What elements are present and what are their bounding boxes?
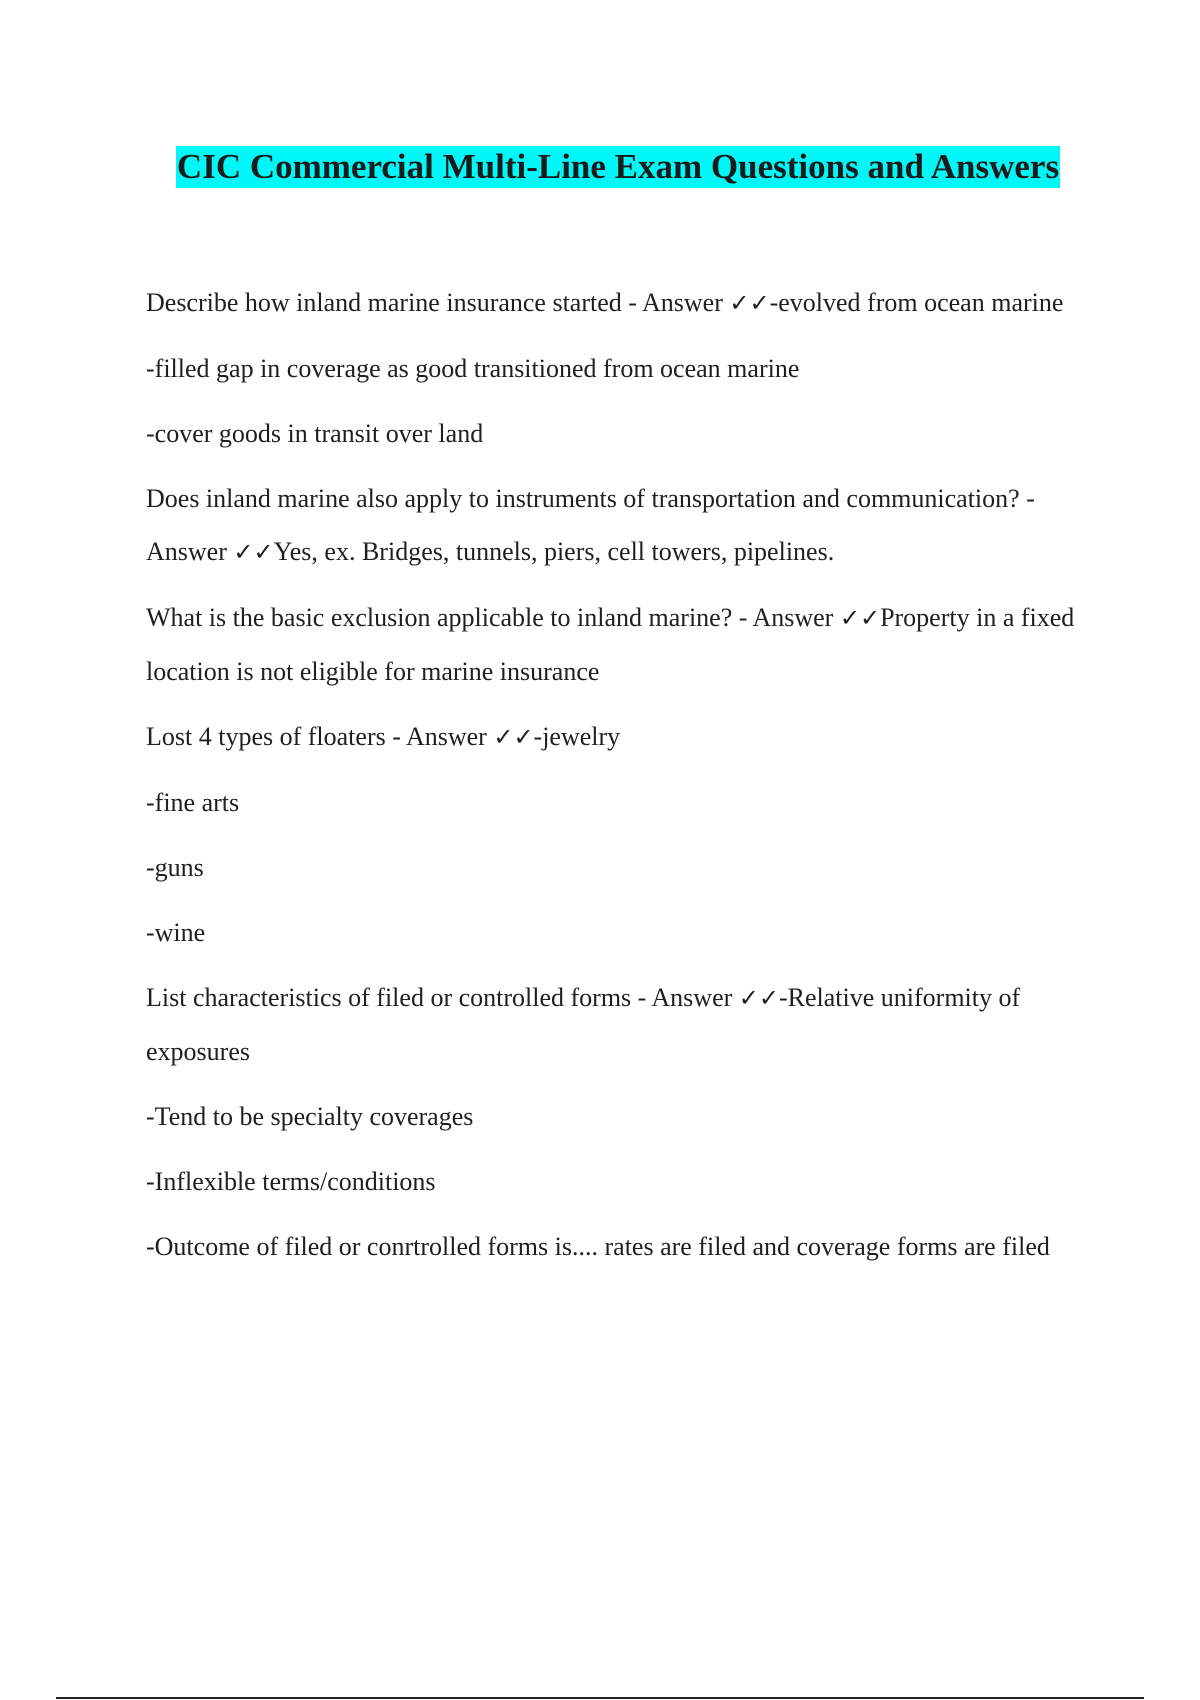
answer-text: -jewelry	[533, 722, 621, 751]
answer-line: -Inflexible terms/conditions	[146, 1167, 436, 1196]
qa-paragraph	[146, 276, 1086, 330]
title-wrap	[0, 146, 1200, 188]
page-bottom-rule	[56, 1697, 1144, 1699]
document-body	[146, 276, 1086, 1273]
answer-line: -fine arts	[146, 788, 240, 817]
question-text: Describe how inland marine insurance started	[146, 288, 622, 317]
answer-line: -wine	[146, 918, 206, 947]
qa-paragraph	[146, 710, 1086, 764]
answer-line: -Tend to be specialty coverages	[146, 1102, 474, 1131]
question-text: Lost 4 types of floaters	[146, 722, 386, 751]
answer-line: -Outcome of filed or conrtrolled forms is.... rates are filed and coverage forms are filed	[146, 1232, 1050, 1261]
document-title: CIC Commercial Multi-Line Exam Questions and Answers	[176, 147, 1060, 186]
double-check-icon: ✓✓	[839, 604, 881, 632]
answer-line: -cover goods in transit over land	[146, 419, 484, 448]
double-check-icon: ✓✓	[493, 723, 534, 751]
answer-separator: - Answer	[621, 288, 730, 317]
answer-text: -evolved from ocean marine	[769, 288, 1064, 317]
answer-text: -Relative uniformity of exposures	[146, 983, 1021, 1066]
answer-separator: - Answer	[631, 983, 739, 1012]
answer-separator: - Answer	[385, 722, 494, 751]
qa-paragraph	[146, 591, 1086, 698]
answer-separator: - Answer	[732, 603, 840, 632]
answer-line: -filled gap in coverage as good transitioned from ocean marine	[146, 354, 800, 383]
answer-line: -guns	[146, 853, 204, 882]
answer-text: Property in a fixed location is not eligible for marine insurance	[146, 603, 1075, 686]
double-check-icon: ✓✓	[729, 289, 770, 317]
double-check-icon: ✓✓	[738, 984, 779, 1012]
question-text: List characteristics of filed or controlled forms	[146, 983, 632, 1012]
answer-separator: - Answer	[146, 484, 1035, 566]
question-text: What is the basic exclusion applicable to inland marine?	[146, 603, 733, 632]
answer-text: Yes, ex. Bridges, tunnels, piers, cell towers, pipelines.	[273, 537, 835, 566]
qa-paragraph	[146, 971, 1086, 1078]
qa-paragraph	[146, 472, 1086, 579]
question-text: Does inland marine also apply to instruments of transportation and communication?	[146, 484, 1020, 513]
double-check-icon: ✓✓	[233, 538, 274, 566]
